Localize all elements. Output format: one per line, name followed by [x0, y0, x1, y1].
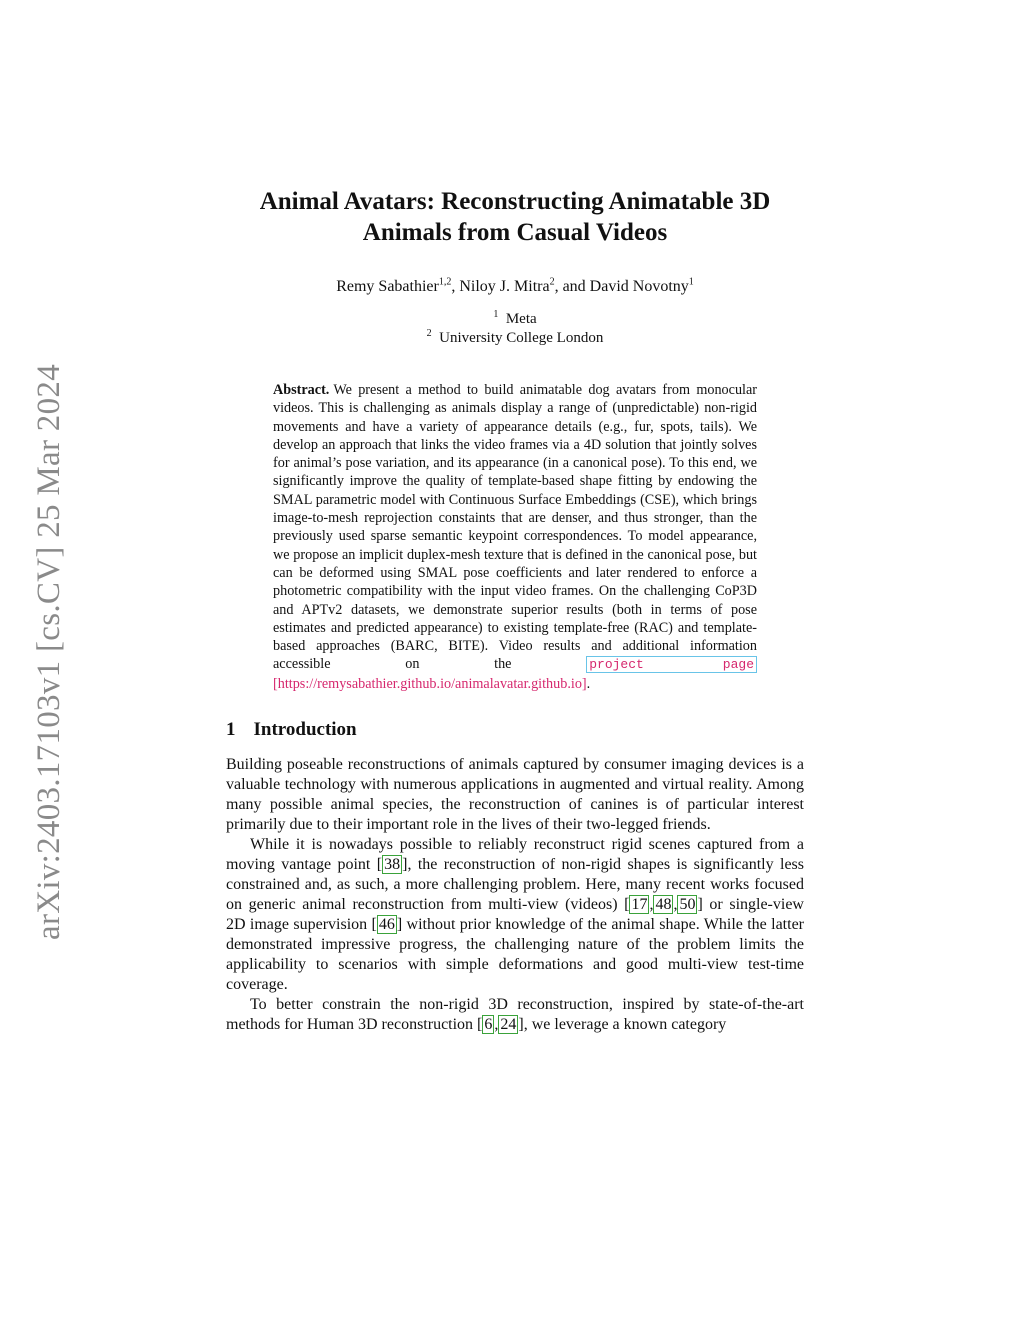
title-line-2: Animals from Casual Videos: [362, 219, 668, 246]
paragraph-text: , the reconstruction of non-rigid shapes is significantly less constrained and, as such, a more challenging problem. Here, many recent works focused on generic animal reconstruction from multi-view (videos) [: [226, 856, 805, 914]
introduction-body: [226, 755, 804, 1035]
paper-title: [226, 186, 804, 248]
affiliation-number: 2: [426, 328, 432, 339]
affiliation-row: [226, 310, 804, 329]
affiliation-name: Meta: [505, 311, 537, 327]
citation-link[interactable]: 50: [679, 896, 696, 914]
abstract-text: We present a method to build animatable dog avatars from monocular videos. This is challenging as animals display a range of (unpredictable) non-rigid movements and have a variety of appearance details (e.g., fur, spots, tails). We develop an approach that links the video frames via a 4D solution that jointly solves for animal’s pose variation, and its appearance (in a canonical pose). To this end, we significantly improve the quality of template-based shape fitting by endowing the SMAL parametric model with Continuous Surface Embeddings (CSE), which brings image-to-mesh reprojection constaints that are denser, and thus stronger, than the previously used sparse semantic keypoint correspondences. To model appearance, we propose an implicit duplex-mesh texture that is defined in the canonical pose, but can be deformed using SMAL pose coefficients and later rendered to enforce a photometric compatibility with the input video frames. On the challenging CoP3D and APTv2 datasets, we demonstrate superior results (both in terms of pose estimates and predicted appearance) to existing template-free (RAC) and template-based approaches (BARC, BITE). Video results and additional information accessible on the: [273, 382, 757, 673]
citation-link[interactable]: 17: [631, 896, 648, 914]
paragraph: While it is nowadays possible to reliably reconstruct rigid scenes captured from a moving vantage point [ 38 ], the reconstruction of non-rigid shapes is significantly less constrained and, as such, a more challenging problem. Here, many recent works focused on generic animal reconstruction from multi-view (videos) [ 17 , 48 , 50 ] or single-view 2D image supervision [ 46 ] without prior knowledge of the animal shape. While the latter demonstrated impressive progress, the challenging nature of the problem limits the applicability to scenarios with simple deformations and good multi-view test-time coverage.: [226, 836, 805, 994]
abstract-trailing-period: .: [586, 675, 591, 692]
abstract-label: Abstract.: [273, 382, 330, 398]
section-number: 1: [226, 719, 236, 741]
paragraph: Building poseable reconstructions of animals captured by consumer imaging devices is a valuable technology with numerous applications in augmented and virtual reality. Among many possible animal species, the reconstruction of canines is of particular interest primarily due to their important role in the lives of their two-legged friends.: [226, 756, 804, 834]
affiliation-name: University College London: [439, 330, 604, 346]
paragraph-text: without prior knowledge of the animal shape. While the latter demonstrated impressive progress, the challenging nature of the problem limits the applicability to scenarios with simple deformations and good multi-view test-time coverage.: [226, 916, 804, 994]
paper-page: [226, 186, 804, 1035]
section-title: Introduction: [253, 719, 357, 741]
author-affil-marker: 1: [688, 276, 694, 288]
paragraph-text: ], we leverage a known category: [518, 1016, 727, 1034]
author-name: Remy Sabathier: [336, 278, 439, 295]
affiliation-row: [226, 329, 804, 348]
arxiv-identifier: arXiv:2403.17103v1 [cs.CV] 25 Mar 2024: [31, 364, 67, 940]
author-name: Niloy J. Mitra: [459, 278, 550, 295]
section-heading: [226, 719, 804, 741]
citation-link[interactable]: 6: [484, 1016, 493, 1034]
paragraph-text: ] or single-view 2D image supervision: [226, 896, 804, 934]
author-separator: ,: [451, 278, 460, 295]
author-name: David Novotny: [589, 278, 689, 295]
citation-link[interactable]: 46: [378, 916, 395, 934]
paragraph-text: To better constrain the non-rigid 3D reconstruction, inspired by state-of-the-art methods for Human 3D reconstruction [: [226, 996, 804, 1034]
author-affil-marker: 2: [549, 276, 555, 288]
author-separator: , and: [554, 278, 590, 295]
affiliation-number: 1: [493, 309, 499, 320]
project-page-link[interactable]: project page: [586, 656, 757, 673]
paragraph: To better constrain the non-rigid 3D reconstruction, inspired by state-of-the-art methods for Human 3D reconstruction [ 6 , 24 ], we leverage a known category: [226, 996, 804, 1034]
abstract: [273, 381, 757, 693]
citation-link[interactable]: 38: [384, 856, 401, 874]
title-line-1: Animal Avatars: Reconstructing Animatable 3D: [259, 188, 771, 215]
citation-link[interactable]: 24: [500, 1016, 517, 1034]
project-url-link[interactable]: [https://remysabathier.github.io/animalavatar.github.io]: [273, 675, 587, 692]
affiliations: [226, 310, 804, 348]
author-list: [226, 278, 804, 296]
paragraph-text: While it is nowadays possible to reliably reconstruct rigid scenes captured from a moving vantage point: [226, 836, 804, 874]
author-affil-marker: 1,2: [438, 276, 452, 288]
citation-link[interactable]: 48: [655, 896, 672, 914]
